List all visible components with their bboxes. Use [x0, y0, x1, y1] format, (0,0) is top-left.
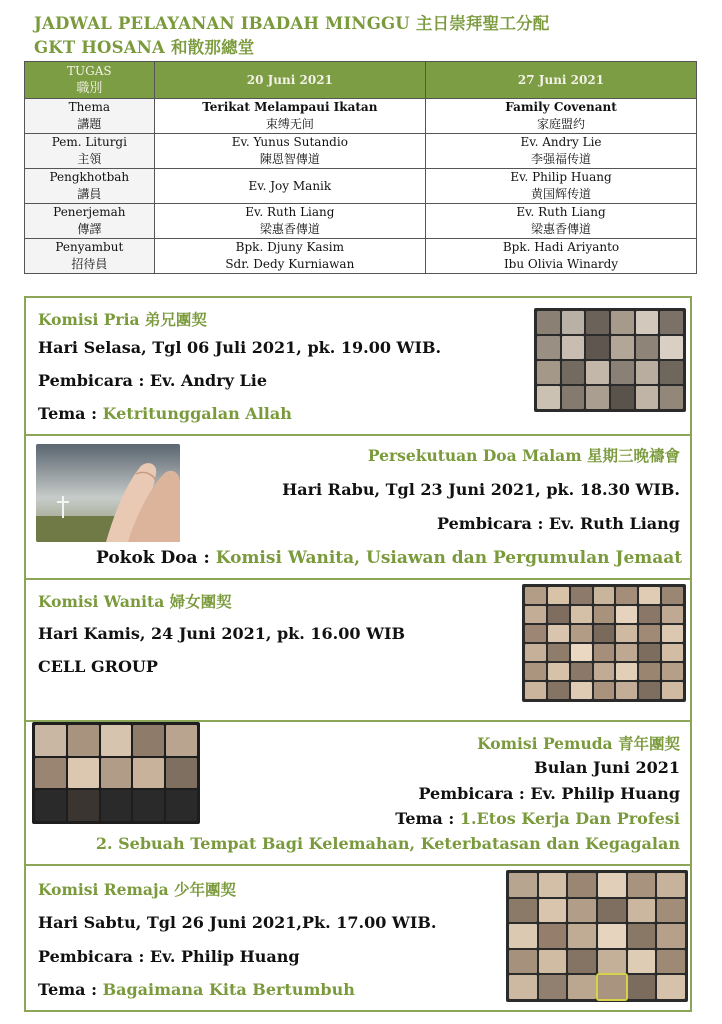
role-label: Thema: [68, 100, 111, 114]
cell-value: 梁惠香傳道: [530, 222, 591, 236]
event-name: CELL GROUP: [38, 657, 158, 676]
prayer-topic-label: Pokok Doa :: [96, 548, 216, 568]
role-header-latin: TUGAS: [67, 64, 112, 78]
section-title: Komisi Pemuda 青年團契: [477, 734, 680, 753]
prayer-topic-value: Komisi Wanita, Usiawan dan Pergumulan Jemaat: [215, 548, 683, 568]
date-column-header-1: 20 Juni 2021: [154, 62, 425, 99]
table-row: [25, 99, 697, 134]
role-label-chinese: 講題: [77, 117, 102, 131]
cell-value: Ev. Yunus Sutandio: [231, 135, 348, 149]
theme-label: Tema :: [395, 809, 460, 828]
table-row: [25, 134, 697, 169]
cell-value: 李强福传道: [530, 152, 591, 166]
komisi-wanita-section: [24, 578, 692, 722]
zoom-meeting-photo: [534, 308, 686, 412]
page-title: JADWAL PELAYANAN IBADAH MINGGU 主日崇拜聖工分配: [34, 14, 550, 33]
cell-value: 黄国辉传道: [530, 187, 591, 201]
theme-value: Ketritunggalan Allah: [102, 404, 292, 423]
speaker: Pembicara : Ev. Philip Huang: [38, 947, 300, 966]
zoom-meeting-photo: [522, 584, 686, 702]
role-label-chinese: 招待員: [71, 257, 108, 271]
section-title: Komisi Pria 弟兄團契: [38, 310, 207, 329]
event-month: Bulan Juni 2021: [534, 758, 680, 777]
zoom-meeting-photo: [32, 722, 200, 824]
role-label: Pem. Liturgi: [51, 135, 127, 149]
role-label-chinese: 傳譯: [77, 222, 102, 236]
cell-value: Bpk. Djuny Kasim: [235, 240, 344, 254]
event-time: Hari Selasa, Tgl 06 Juli 2021, pk. 19.00 WIB.: [38, 338, 442, 357]
speaker: Pembicara : Ev. Ruth Liang: [437, 514, 680, 533]
event-time: Hari Kamis, 24 Juni 2021, pk. 16.00 WIB: [38, 624, 406, 643]
schedule-header-row: [25, 62, 697, 99]
role-label-chinese: 主領: [77, 152, 102, 166]
cell-value: Bpk. Hadi Ariyanto: [502, 240, 620, 254]
cell-value: Terikat Melampaui Ikatan: [202, 100, 378, 114]
role-label: Penyambut: [55, 240, 124, 254]
theme-label: Tema :: [38, 980, 103, 999]
praying-hands-icon: [36, 444, 180, 542]
cell-value: Ev. Andry Lie: [520, 135, 602, 149]
cell-value: Ibu Olivia Winardy: [503, 257, 619, 271]
section-title: Persekutuan Doa Malam 星期三晚禱會: [367, 446, 680, 465]
event-time: Hari Sabtu, Tgl 26 Juni 2021,Pk. 17.00 WIB.: [38, 913, 437, 932]
role-label: Penerjemah: [53, 205, 126, 219]
prayer-topic-line: [96, 548, 682, 568]
theme-value: Bagaimana Kita Bertumbuh: [102, 980, 355, 999]
section-title: Komisi Remaja 少年團契: [38, 880, 237, 899]
cell-value: Family Covenant: [505, 100, 617, 114]
praying-hands-photo: [36, 444, 180, 542]
theme-label: Tema :: [38, 404, 103, 423]
cell-value: 梁惠香傳道: [259, 222, 320, 236]
theme-value-2: 2. Sebuah Tempat Bagi Kelemahan, Keterbatasan dan Kegagalan: [95, 834, 680, 853]
cell-value: Ev. Ruth Liang: [245, 205, 335, 219]
komisi-pemuda-section: [24, 720, 692, 866]
date-column-header-2: 27 Juni 2021: [426, 62, 697, 99]
event-time: Hari Rabu, Tgl 23 Juni 2021, pk. 18.30 WIB.: [282, 480, 680, 499]
zoom-meeting-photo: [506, 870, 688, 1002]
speaker: Pembicara : Ev. Philip Huang: [418, 784, 680, 803]
church-name: GKT HOSANA 和散那總堂: [34, 38, 255, 57]
role-label-chinese: 講員: [77, 187, 102, 201]
prayer-meeting-section: [24, 434, 692, 580]
schedule-table: [24, 61, 697, 274]
cell-value: Ev. Joy Manik: [248, 178, 332, 193]
cell-value: Sdr. Dedy Kurniawan: [225, 257, 355, 271]
komisi-pria-section: [24, 296, 692, 436]
role-column-header: [25, 62, 155, 99]
role-header-chinese: 職別: [76, 81, 103, 96]
table-row: [25, 169, 697, 204]
theme-line: [38, 980, 355, 999]
cell-value: Ev. Philip Huang: [510, 170, 612, 184]
role-label: Pengkhotbah: [49, 170, 130, 184]
cell-value: 陳恩智傳道: [259, 152, 320, 166]
table-row: [25, 239, 697, 274]
theme-value-1: 1.Etos Kerja Dan Profesi: [459, 809, 680, 828]
cell-value: 束缚无间: [265, 117, 314, 131]
komisi-remaja-section: [24, 864, 692, 1012]
table-row: [25, 204, 697, 239]
theme-line: [38, 404, 292, 423]
speaker: Pembicara : Ev. Andry Lie: [38, 371, 267, 390]
cell-value: Ev. Ruth Liang: [516, 205, 606, 219]
theme-line: [395, 809, 680, 828]
cell-value: 家庭盟约: [536, 117, 585, 131]
section-title: Komisi Wanita 婦女團契: [38, 592, 232, 611]
